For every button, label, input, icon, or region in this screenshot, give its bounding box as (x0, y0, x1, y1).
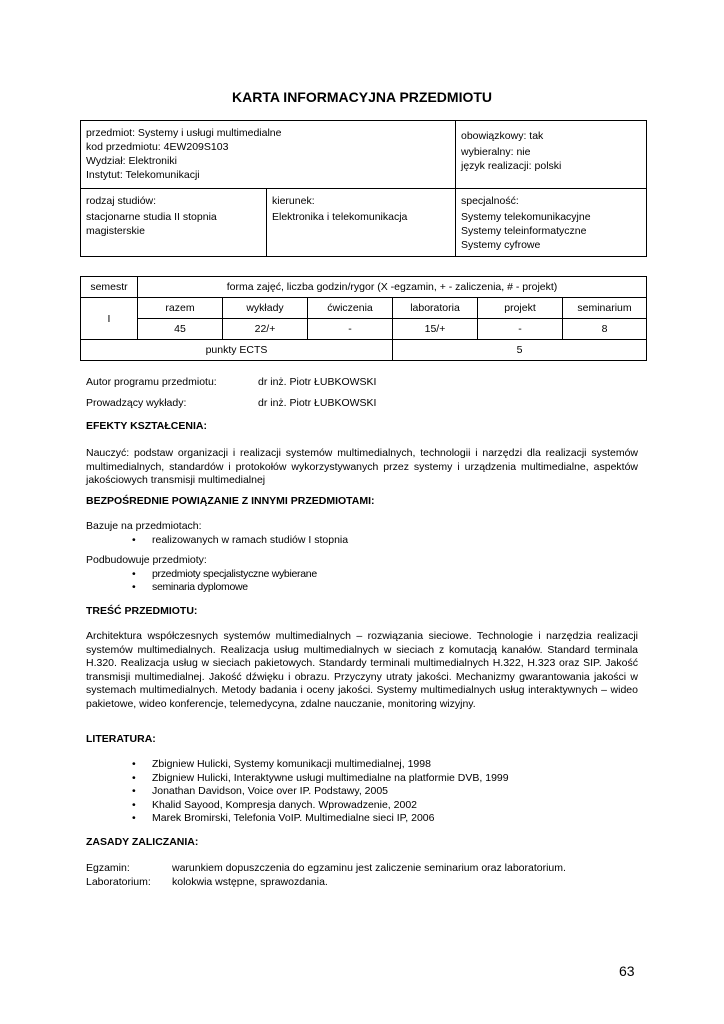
specialty-cell (456, 189, 647, 257)
page-title: KARTA INFORMACYJNA PRZEDMIOTU (231, 89, 493, 105)
specialty-item: Systemy telekomunikacyjne (461, 211, 591, 223)
bazuje-label: Bazuje na przedmiotach: (86, 520, 202, 532)
field-cell (267, 189, 456, 257)
column-header: wykłady (223, 298, 308, 319)
egzamin-value: warunkiem dopuszczenia do egzaminu jest zaliczenie seminarium oraz laboratorium. (172, 862, 566, 874)
hours-value: - (308, 319, 393, 340)
podbudowuje-section (86, 554, 638, 595)
obligatory: obowiązkowy: tak (461, 130, 544, 142)
study-type-value: stacjonarne studia II stopnia magisterskie (86, 211, 217, 237)
specialty-item: Systemy teleinformatyczne (461, 225, 587, 237)
semester-header: semestr (81, 277, 138, 298)
lab-value: kolokwia wstępne, sprawozdania. (172, 875, 328, 888)
author-section (86, 376, 638, 410)
page-number: 63 (619, 963, 635, 979)
list-item: • Zbigniew Hulicki, Systemy komunikacji multimedialnej, 1998 (86, 758, 638, 772)
semester-value: I (81, 298, 138, 340)
lab-label: Laboratorium: (86, 875, 151, 888)
column-header: projekt (478, 298, 563, 319)
bazuje-section (86, 520, 638, 547)
powiazania-heading: BEZPOŚREDNIE POWIĄZANIE Z INNYMI PRZEDMIOTAMI: (86, 495, 375, 507)
field-value: Elektronika i telekomunikacja (272, 211, 408, 223)
list-item: • Zbigniew Hulicki, Interaktywne usługi multimedialne na platformie DVB, 1999 (86, 772, 638, 786)
lecturer-value: dr inż. Piotr ŁUBKOWSKI (258, 396, 377, 409)
column-header: ćwiczenia (308, 298, 393, 319)
literatura-list (86, 758, 638, 826)
zasady-section (86, 862, 638, 889)
podbudowuje-label: Podbudowuje przedmioty: (86, 554, 207, 566)
column-header: laboratoria (393, 298, 478, 319)
course-status-cell (456, 121, 647, 189)
specialty-label: specjalność: (461, 195, 519, 207)
language: język realizacji: polski (461, 160, 562, 172)
institute: Instytut: Telekomunikacji (86, 169, 200, 181)
list-item: • przedmioty specjalistyczne wybierane (86, 568, 638, 582)
hours-value: 45 (138, 319, 223, 340)
hours-value: 22/+ (223, 319, 308, 340)
course-name: przedmiot: Systemy i usługi multimedialne (86, 127, 282, 139)
egzamin-label: Egzamin: (86, 862, 130, 874)
elective: wybieralny: nie (461, 146, 531, 158)
form-header: forma zajęć, liczba godzin/rygor (X -egzamin, + - zaliczenia, # - projekt) (138, 277, 647, 298)
lecturer-label: Prowadzący wykłady: (86, 396, 187, 409)
list-item: • Jonathan Davidson, Voice over IP. Podstawy, 2005 (86, 785, 638, 799)
list-item: • Marek Bromirski, Telefonia VoIP. Multimedialne sieci IP, 2006 (86, 812, 638, 826)
list-item: • realizowanych w ramach studiów I stopnia (86, 534, 638, 548)
literatura-heading: LITERATURA: (86, 733, 156, 745)
author-value: dr inż. Piotr ŁUBKOWSKI (258, 376, 377, 388)
list-item: • seminaria dyplomowe (86, 581, 638, 595)
column-header: razem (138, 298, 223, 319)
efekty-heading: EFEKTY KSZTAŁCENIA: (86, 420, 207, 432)
course-info-table (80, 120, 647, 257)
zasady-heading: ZASADY ZALICZANIA: (86, 836, 199, 848)
efekty-text: Nauczyć: podstaw organizacji i realizacji systemów multimedialnych, technologii i narzędzi dla realizacji systemów multimedialnych, standardów i protokołów wykorzystywanych przez systemy i urządzenia multimedialne, aspektów jakościowych transmisji multimedialnej (86, 447, 638, 486)
field-label: kierunek: (272, 195, 315, 207)
course-code: kod przedmiotu: 4EW209S103 (86, 141, 229, 153)
hours-value: - (478, 319, 563, 340)
ects-value: 5 (393, 340, 647, 361)
specialty-item: Systemy cyfrowe (461, 239, 541, 251)
tresc-text: Architektura współczesnych systemów multimedialnych – rozwiązania sieciowe. Technologie i narzędzia realizacji systemów multimedialnych. Realizacja usług multimedialnych w sieciach z komutacją kanałów. Standard terminala H.320. Realizacja usług w sieciach pakietowych. Standardy terminali multimedialnych H.322, H.323 oraz SIP. Jakość transmisji multimedialnej. Jakość dźwięku i obrazu. Przyczyny utraty jakości. Mechanizmy gwarantowania jakości w systemach multimedialnych. Metody badania i oceny jakości. Systemy multimedialnych usług interaktywnych – wideo pakietowe, wideo konferencje, telemedycyna, zdalne nauczanie, monitoring wizyjny. (86, 630, 638, 710)
list-item: • Khalid Sayood, Kompresja danych. Wprowadzenie, 2002 (86, 799, 638, 813)
hours-table (80, 276, 647, 361)
study-type-label: rodzaj studiów: (86, 195, 157, 207)
study-type-cell (81, 189, 267, 257)
course-info-cell (81, 121, 456, 189)
column-header: seminarium (563, 298, 647, 319)
ects-label: punkty ECTS (81, 340, 393, 361)
tresc-heading: TREŚĆ PRZEDMIOTU: (86, 605, 198, 617)
author-label: Autor programu przedmiotu: (86, 376, 217, 388)
faculty: Wydział: Elektroniki (86, 155, 177, 167)
hours-value: 15/+ (393, 319, 478, 340)
hours-value: 8 (563, 319, 647, 340)
